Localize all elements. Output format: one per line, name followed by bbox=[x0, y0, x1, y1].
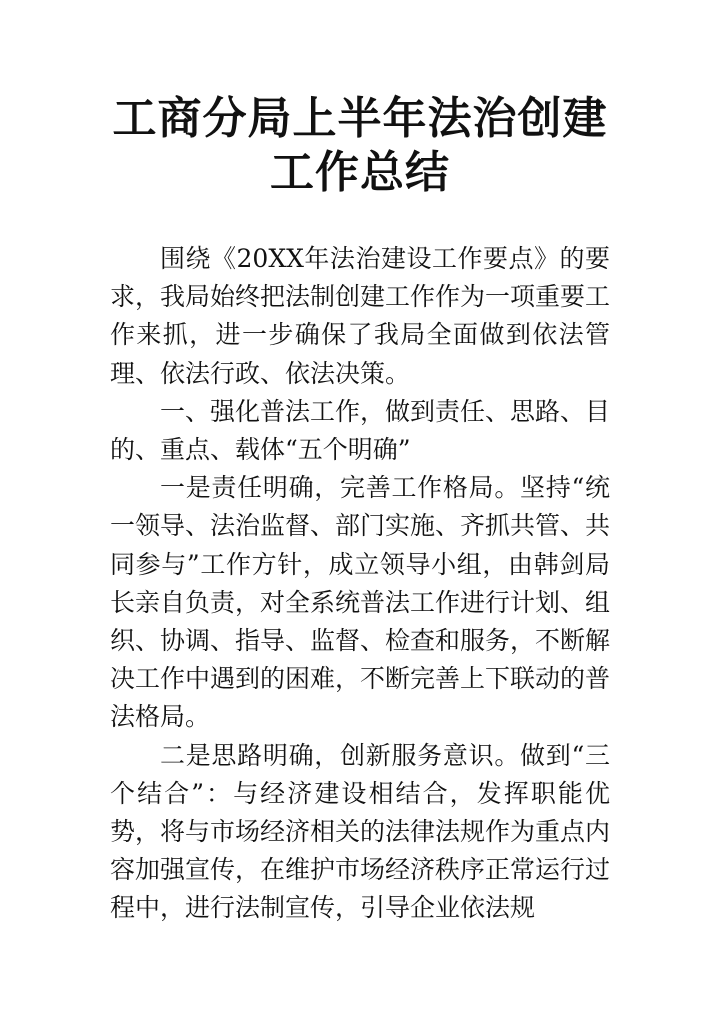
document-title-line1: 工商分局上半年法治创建 bbox=[112, 93, 608, 144]
paragraph-intro: 围绕《20XX年法治建设工作要点》的要求，我局始终把法制创建工作作为一项重要工作来抓，进一步确保了我局全面做到依法管理、依法行政、依法决策。 bbox=[110, 244, 611, 388]
document-body bbox=[110, 240, 610, 928]
paragraph-responsibility: 一是责任明确，完善工作格局。坚持“统一领导、法治监督、部门实施、齐抓共管、共同参与”工作方针，成立领导小组，由韩剑局长亲自负责，对全系统普法工作进行计划、组织、协调、指导、监督、检查和服务，不断解决工作中遇到的困难，不断完善上下联动的普法格局。 bbox=[110, 473, 611, 732]
document-title-line2: 工作总结 bbox=[270, 147, 450, 198]
section-heading-1: 一、强化普法工作，做到责任、思路、目的、重点、载体“五个明确” bbox=[110, 396, 611, 465]
paragraph-approach: 二是思路明确，创新服务意识。做到“三个结合”：与经济建设相结合，发挥职能优势，将与市场经济相关的法律法规作为重点内容加强宣传，在维护市场经济秩序正常运行过程中，进行法制宣传，引导企业依法规 bbox=[110, 740, 611, 923]
